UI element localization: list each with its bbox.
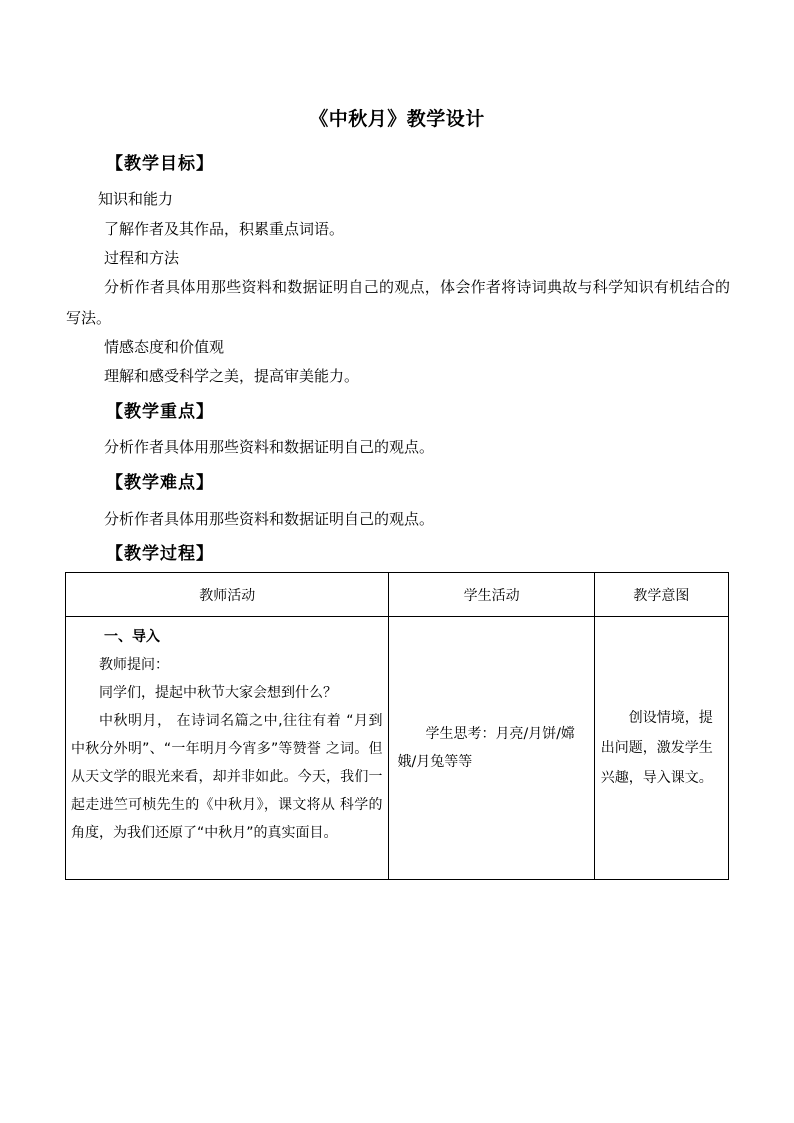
student-activity-cell: 学生思考：月亮/月饼/嫦娥/月兔等等 [389,617,594,880]
section-heading-key: 【教学重点】 [106,402,214,422]
section-heading-process: 【教学过程】 [106,544,214,564]
goal-method-text: 分析作者具体用那些资料和数据证明自己的观点，体会作者将诗词典故与科学知识有机结合的写法。 [66,278,730,327]
goal-emotion-heading: 情感态度和价值观 [104,338,225,356]
header-teaching-intent: 教学意图 [594,573,728,617]
key-point-text: 分析作者具体用那些资料和数据证明自己的观点。 [104,438,435,456]
header-student-activity: 学生活动 [389,573,594,617]
teacher-line-1: 教师提问： [99,657,169,673]
goal-knowledge-text: 了解作者及其作品，积累重点词语。 [104,220,345,238]
section-heading-difficulty: 【教学难点】 [106,473,214,493]
table-header-row [66,573,729,617]
teacher-paragraph: 中秋明月， 在诗词名篇之中,往往有着 “月到中秋分外明”、“一年明月今宵多”等赞誉 之词。但从天文学的眼光来看，却并非如此。今天，我们一起走进竺可桢先生的《中秋月》，课文将从 科学的角度，为我们还原了“中秋月”的真实面目。 [71,713,383,841]
table-row [66,617,729,880]
process-table [65,572,729,880]
teacher-line-2: 同学们，提起中秋节大家会想到什么？ [99,685,337,701]
goal-method-heading: 过程和方法 [104,249,180,267]
section-heading-goals: 【教学目标】 [106,154,214,174]
header-teacher-activity: 教师活动 [66,573,389,617]
teacher-activity-cell [66,617,389,880]
difficulty-text: 分析作者具体用那些资料和数据证明自己的观点。 [104,510,435,528]
teacher-subheading: 一、导入 [104,629,160,645]
goal-knowledge-heading: 知识和能力 [98,190,174,208]
document-title: 《中秋月》教学设计 [309,108,485,130]
teaching-intent-cell: 创设情境，提出问题，激发学生兴趣，导入课文。 [594,617,728,880]
goal-emotion-text: 理解和感受科学之美，提高审美能力。 [104,367,360,385]
